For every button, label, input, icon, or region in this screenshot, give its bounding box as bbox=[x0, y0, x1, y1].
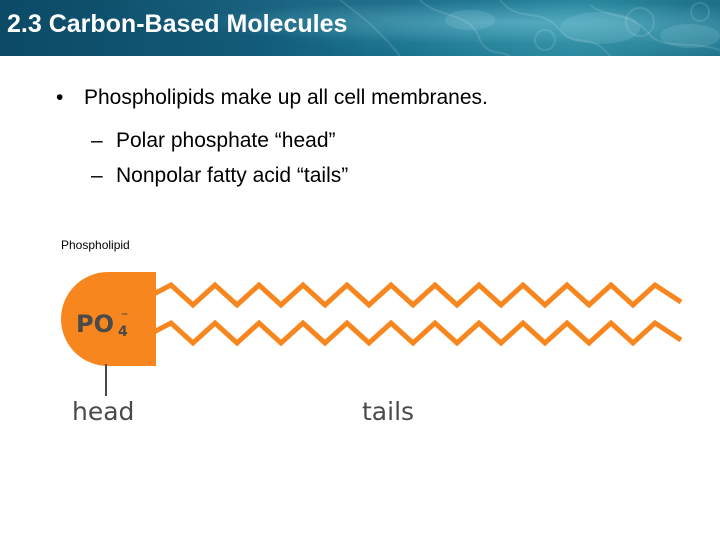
head-formula-charge: – bbox=[121, 306, 128, 322]
head-label: head bbox=[72, 397, 135, 426]
diagram-caption: Phospholipid bbox=[61, 238, 130, 252]
sub-bullet-text: Nonpolar fatty acid “tails” bbox=[116, 164, 349, 187]
main-bullet-text: Phospholipids make up all cell membranes. bbox=[84, 86, 488, 109]
sub-bullet-text: Polar phosphate “head” bbox=[116, 129, 336, 152]
head-formula: PO bbox=[76, 310, 114, 338]
slide-title: 2.3 Carbon-Based Molecules bbox=[7, 10, 348, 38]
tails-label: tails bbox=[362, 397, 415, 426]
sub-bullet-marker: – bbox=[91, 164, 103, 187]
sub-bullet-marker: – bbox=[91, 129, 103, 152]
fatty-acid-tail-lower bbox=[150, 323, 681, 343]
head-formula-subscript: 4 bbox=[118, 324, 128, 340]
fatty-acid-tail-upper bbox=[150, 285, 681, 305]
bullet-marker: • bbox=[56, 86, 64, 109]
